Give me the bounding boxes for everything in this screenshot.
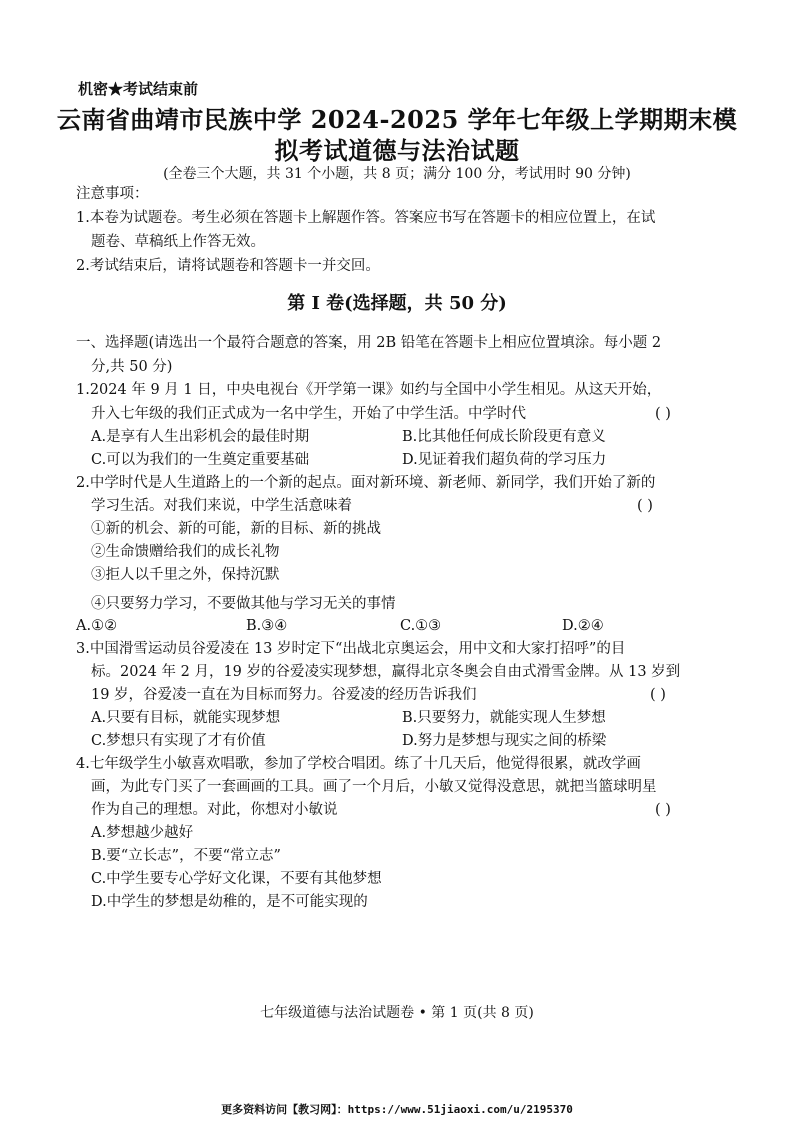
q4-stem-line1: 4.七年级学生小敏喜欢唱歌，参加了学校合唱团。练了十几天后，他觉得很累，就改学画 (76, 756, 641, 772)
q1-option-a: A.是享有人生出彩机会的最佳时期 (91, 429, 310, 445)
q2-stem-line2: 学习生活。对我们来说，中学生活意味着 (91, 498, 352, 514)
q4-option-d: D.中学生的梦想是幼稚的，是不可能实现的 (91, 894, 368, 910)
q4-stem-line3: 作为自己的理想。对此，你想对小敏说 (91, 802, 338, 818)
q2-option-d: D.②④ (562, 618, 604, 634)
q2-stem-line1: 2.中学时代是人生道路上的一个新的起点。面对新环境、新老师、新同学，我们开始了新的 (76, 475, 656, 491)
section-title: 第 I 卷(选择题，共 50 分) (287, 293, 507, 314)
q1-option-b: B.比其他任何成长阶段更有意义 (402, 429, 606, 445)
exam-title-line2: 拟考试道德与法治试题 (274, 136, 520, 165)
part1-intro-line2: 分,共 50 分) (91, 359, 173, 375)
page-footer: 七年级道德与法治试题卷 • 第 1 页(共 8 页) (260, 1005, 534, 1021)
q3-option-a: A.只要有目标，就能实现梦想 (91, 710, 281, 726)
source-link[interactable]: 更多资料访问【教习网】：https://www.51jiaoxi.com/u/2195370 (221, 1103, 573, 1116)
q4-option-c: C.中学生要专心学好文化课，不要有其他梦想 (91, 871, 382, 887)
q1-option-d: D.见证着我们超负荷的学习压力 (402, 452, 607, 468)
part1-intro-line1: 一、选择题(请选出一个最符合题意的答案，用 2B 铅笔在答题卡上相应位置填涂。每小题 2 (76, 335, 662, 351)
q2-statement-3: ③拒人以千里之外，保持沉默 (91, 567, 280, 583)
notes-heading: 注意事项： (76, 186, 149, 202)
q1-stem-line2: 升入七年级的我们正式成为一名中学生，开始了中学生活。中学时代 (91, 406, 526, 422)
note-item-2: 2.考试结束后，请将试题卷和答题卡一并交回。 (76, 258, 380, 274)
q1-option-c: C.可以为我们的一生奠定重要基础 (91, 452, 310, 468)
q4-stem-line2: 画，为此专门买了一套画画的工具。画了一个月后，小敏又觉得没意思，就把当篮球明星 (91, 779, 657, 795)
note-item-1-line2: 题卷、草稿纸上作答无效。 (91, 234, 265, 250)
q3-option-b: B.只要努力，就能实现人生梦想 (402, 710, 606, 726)
q1-answer-paren: ( ) (655, 406, 671, 422)
exam-title-line1: 云南省曲靖市民族中学 2024-2025 学年七年级上学期期末模 (56, 105, 738, 134)
note-item-1-line1: 1.本卷为试题卷。考生必须在答题卡上解题作答。答案应书写在答题卡的相应位置上，在试 (76, 210, 656, 226)
q3-option-d: D.努力是梦想与现实之间的桥梁 (402, 733, 607, 749)
q4-option-b: B.要“立长志”，不要“常立志” (91, 848, 281, 864)
q2-answer-paren: ( ) (637, 498, 653, 514)
q2-option-b: B.③④ (246, 618, 288, 634)
q2-statement-4: ④只要努力学习，不要做其他与学习无关的事情 (91, 596, 396, 612)
q2-statement-1: ①新的机会、新的可能，新的目标、新的挑战 (91, 521, 381, 537)
q2-statement-2: ②生命馈赠给我们的成长礼物 (91, 544, 280, 560)
confidential-label: 机密★考试结束前 (78, 80, 199, 98)
q3-answer-paren: ( ) (650, 687, 666, 703)
q4-answer-paren: ( ) (655, 802, 671, 818)
q4-option-a: A.梦想越少越好 (91, 825, 194, 841)
q2-option-a: A.①② (76, 618, 118, 634)
q3-stem-line1: 3.中国滑雪运动员谷爱凌在 13 岁时定下“出战北京奥运会，用中文和大家打招呼”的目 (76, 641, 626, 657)
exam-subtitle: (全卷三个大题，共 31 个小题，共 8 页；满分 100 分，考试用时 90 分钟) (163, 166, 631, 182)
q3-stem-line3: 19 岁，谷爱凌一直在为目标而努力。谷爱凌的经历告诉我们 (91, 687, 477, 703)
q3-stem-line2: 标。2024 年 2 月，19 岁的谷爱凌实现梦想，赢得北京冬奥会自由式滑雪金牌。从 13 岁到 (91, 664, 681, 680)
q1-stem-line1: 1.2024 年 9 月 1 日，中央电视台《开学第一课》如约与全国中小学生相见。从这天开始， (76, 382, 662, 398)
q2-option-c: C.①③ (400, 618, 442, 634)
q3-option-c: C.梦想只有实现了才有价值 (91, 733, 266, 749)
